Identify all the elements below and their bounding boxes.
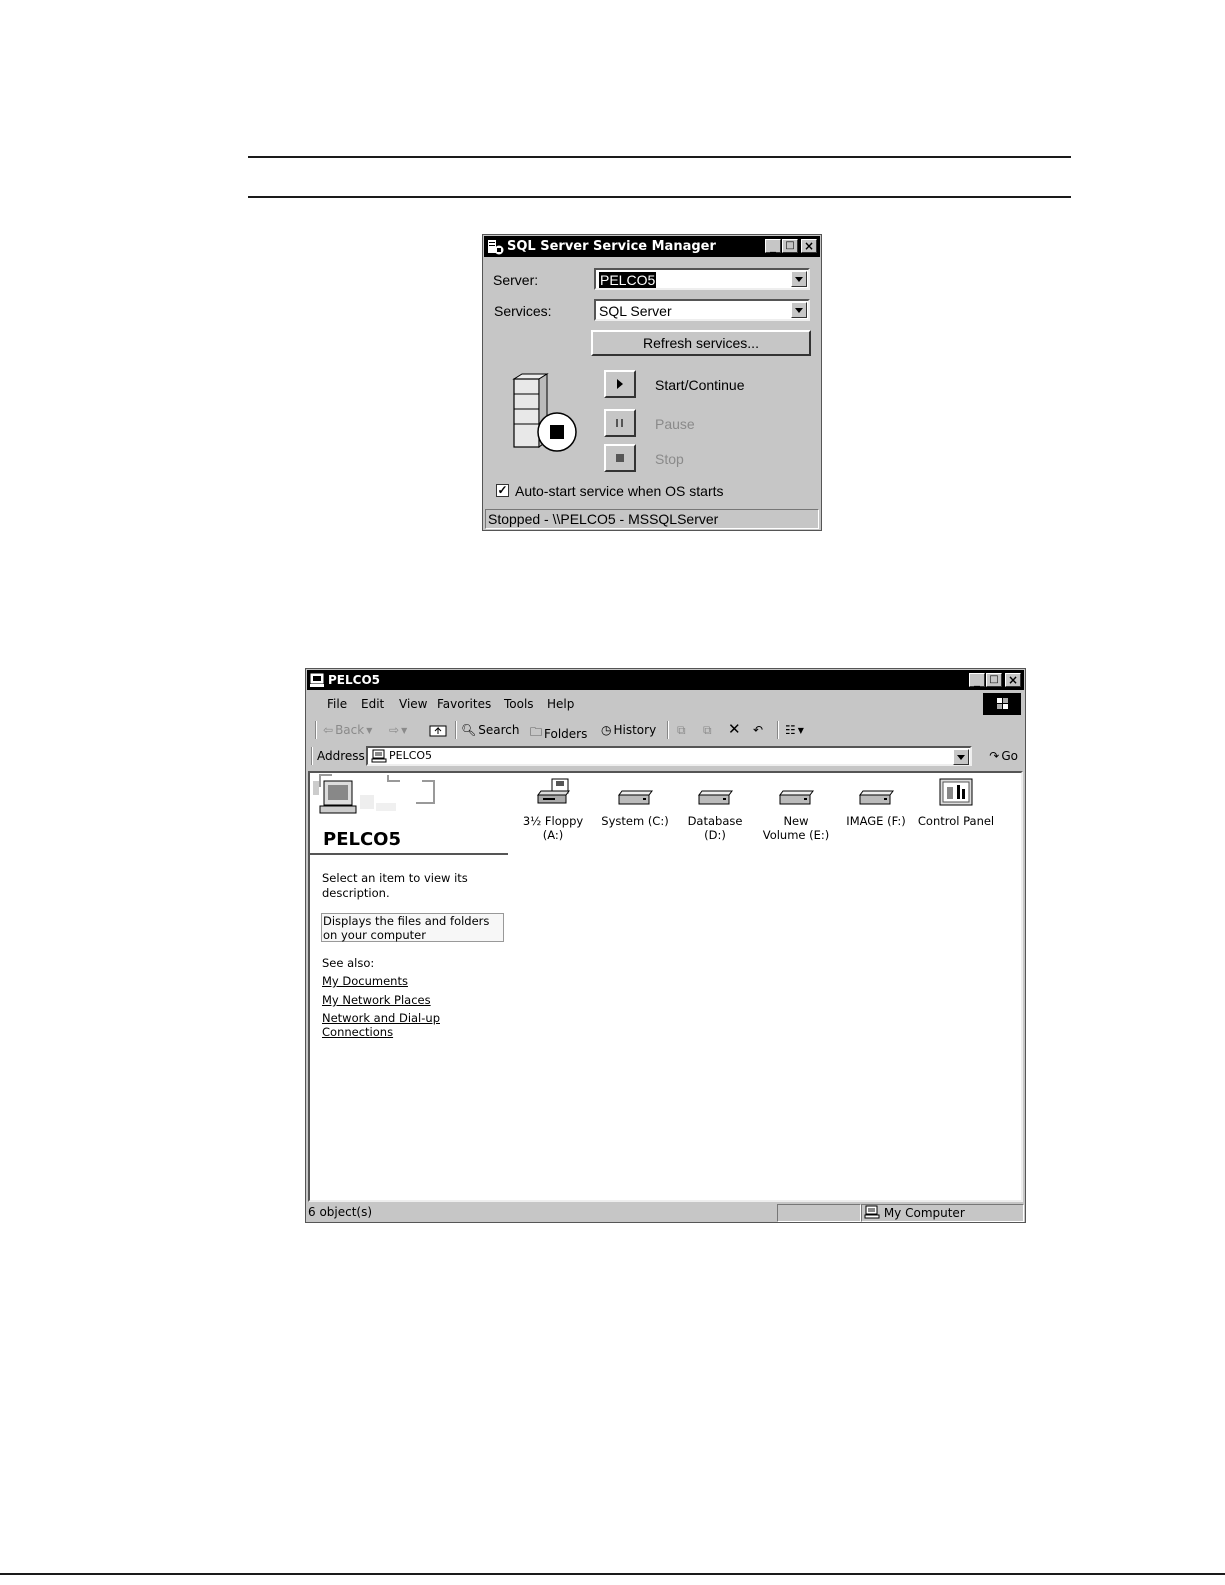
minimize-icon[interactable]: _ [765, 239, 781, 253]
object-count: 6 object(s) [308, 1205, 373, 1219]
stop-icon [606, 446, 634, 470]
undo-icon: ↶ [753, 723, 764, 737]
select-hint: Select an item to view its description. [322, 871, 468, 900]
drive-item-d[interactable] [675, 777, 755, 842]
services-label: Services: [494, 303, 552, 319]
undo-button[interactable] [753, 723, 763, 737]
chevron-down-icon[interactable] [791, 302, 807, 318]
history-label: History [613, 723, 657, 737]
back-button[interactable] [323, 723, 372, 737]
maximize-icon[interactable]: □ [986, 673, 1002, 687]
explorer-window [305, 668, 1026, 1223]
control-panel-item[interactable] [916, 777, 996, 828]
title-bar [484, 236, 820, 257]
up-folder-button[interactable] [429, 723, 447, 737]
menu-tools[interactable]: Tools [504, 697, 534, 711]
menu-favorites[interactable]: Favorites [437, 697, 492, 711]
pause-icon [606, 411, 634, 435]
window-title: PELCO5 [328, 673, 380, 687]
page-title: PELCO5 [323, 829, 401, 850]
toolbar-separator [777, 721, 779, 739]
delete-button[interactable] [728, 720, 741, 738]
move-to-button[interactable] [677, 723, 686, 738]
up-folder-icon [429, 723, 447, 737]
go-arrow-icon: ↷ [989, 749, 1000, 763]
services-value: SQL Server [599, 303, 672, 319]
item-label: Database (D:) [687, 814, 743, 842]
control-panel-icon [936, 777, 976, 811]
my-computer-icon [371, 749, 387, 763]
chevron-down-icon: ▼ [797, 725, 804, 735]
views-button[interactable] [785, 723, 804, 737]
hard-drive-icon [776, 777, 816, 811]
zone-pane [861, 1204, 1024, 1222]
views-icon: ☷ [785, 723, 796, 737]
link-network-connections[interactable]: Network and Dial-up Connections [322, 1011, 440, 1039]
history-button[interactable] [601, 723, 656, 737]
menu-help[interactable]: Help [547, 697, 575, 711]
my-computer-icon [310, 673, 325, 687]
drive-item-floppy[interactable] [513, 777, 593, 842]
top-rule-2 [248, 196, 1071, 198]
start-button[interactable] [604, 370, 636, 398]
search-button[interactable] [461, 723, 519, 737]
hard-drive-icon [695, 777, 735, 811]
go-label: Go [1001, 749, 1018, 763]
address-label: Address [317, 749, 365, 763]
status-bar: Stopped - \\PELCO5 - MSSQLServer [485, 509, 819, 529]
link-my-documents[interactable]: My Documents [322, 974, 408, 988]
delete-x-icon: ✕ [728, 720, 741, 738]
sql-server-app-icon [487, 239, 504, 255]
menu-view[interactable]: View [399, 697, 428, 711]
my-computer-icon [864, 1205, 880, 1219]
folders-label: Folders [544, 726, 588, 741]
chevron-down-icon: ▼ [366, 725, 373, 735]
top-rule-1 [248, 156, 1071, 158]
close-icon[interactable]: × [1005, 673, 1021, 687]
item-label: IMAGE (F:) [846, 814, 906, 828]
bottom-rule [0, 1573, 1225, 1575]
item-label: Control Panel [917, 814, 995, 828]
item-label: New Volume (E:) [762, 814, 830, 842]
drive-item-c[interactable] [595, 777, 675, 828]
folder-view [308, 771, 1023, 1202]
server-value: PELCO5 [600, 272, 656, 288]
toolbar-separator [311, 747, 313, 765]
drive-item-e[interactable] [756, 777, 836, 842]
start-label: Start/Continue [655, 377, 745, 393]
status-bar [307, 1204, 1024, 1222]
back-label: Back [335, 723, 365, 737]
chevron-down-icon[interactable] [953, 749, 969, 765]
drive-item-f[interactable] [836, 777, 916, 828]
close-icon[interactable]: × [801, 239, 817, 253]
webview-info-pane [310, 773, 510, 1200]
menu-edit[interactable]: Edit [361, 697, 385, 711]
pause-button[interactable] [604, 409, 636, 437]
windows-logo-icon [983, 693, 1021, 715]
copy-to-button[interactable] [703, 723, 712, 738]
server-stopped-icon [509, 373, 579, 457]
address-bar [307, 744, 1024, 768]
pause-label: Pause [655, 416, 695, 432]
search-icon: 🔍︎ [461, 723, 477, 737]
hard-drive-icon [856, 777, 896, 811]
maximize-icon[interactable]: □ [782, 239, 798, 253]
address-input[interactable] [366, 746, 972, 766]
menu-bar [307, 693, 1024, 715]
title-divider [310, 853, 508, 855]
play-icon [606, 372, 634, 396]
go-button[interactable] [989, 749, 1018, 763]
move-to-icon: ⧉ [677, 723, 686, 737]
refresh-services-button[interactable]: Refresh services... [591, 330, 811, 356]
back-arrow-icon: ⇦ [323, 723, 334, 737]
toolbar-separator [667, 721, 669, 739]
server-select[interactable] [594, 268, 810, 290]
window-title: SQL Server Service Manager [507, 239, 716, 254]
status-pane-empty [777, 1204, 861, 1222]
title-bar [307, 670, 1024, 690]
menu-file[interactable]: File [327, 697, 348, 711]
history-icon: ◷ [601, 723, 612, 737]
item-label: 3½ Floppy (A:) [522, 814, 584, 842]
stop-button[interactable] [604, 444, 636, 472]
search-label: Search [478, 723, 520, 737]
link-my-network-places[interactable]: My Network Places [322, 993, 431, 1007]
folders-icon: 🗀︎ [530, 725, 543, 739]
autostart-checkbox[interactable]: ✓ [497, 483, 508, 497]
zone-label: My Computer [883, 1206, 965, 1220]
server-label: Server: [493, 272, 539, 288]
stop-label: Stop [655, 451, 684, 467]
minimize-icon[interactable]: _ [969, 673, 985, 687]
forward-button[interactable] [389, 723, 407, 737]
see-also-label: See also: [322, 956, 375, 970]
services-select[interactable] [594, 299, 810, 321]
hard-drive-icon [615, 777, 655, 811]
forward-arrow-icon: ⇨ [389, 723, 400, 737]
toolbar [307, 718, 1024, 742]
my-computer-banner-icon [310, 773, 440, 825]
toolbar-separator [315, 721, 317, 739]
sql-service-manager-window [482, 234, 822, 531]
copy-to-icon: ⧉ [703, 723, 712, 737]
address-value: PELCO5 [389, 749, 433, 762]
floppy-drive-icon [533, 777, 573, 811]
toolbar-separator [455, 721, 457, 739]
autostart-label: Auto-start service when OS starts [515, 483, 724, 499]
item-description: Displays the files and folders on your computer [321, 913, 504, 942]
item-label: System (C:) [601, 814, 669, 828]
chevron-down-icon[interactable] [791, 271, 807, 287]
chevron-down-icon: ▼ [401, 725, 408, 735]
folders-button[interactable] [530, 723, 587, 744]
